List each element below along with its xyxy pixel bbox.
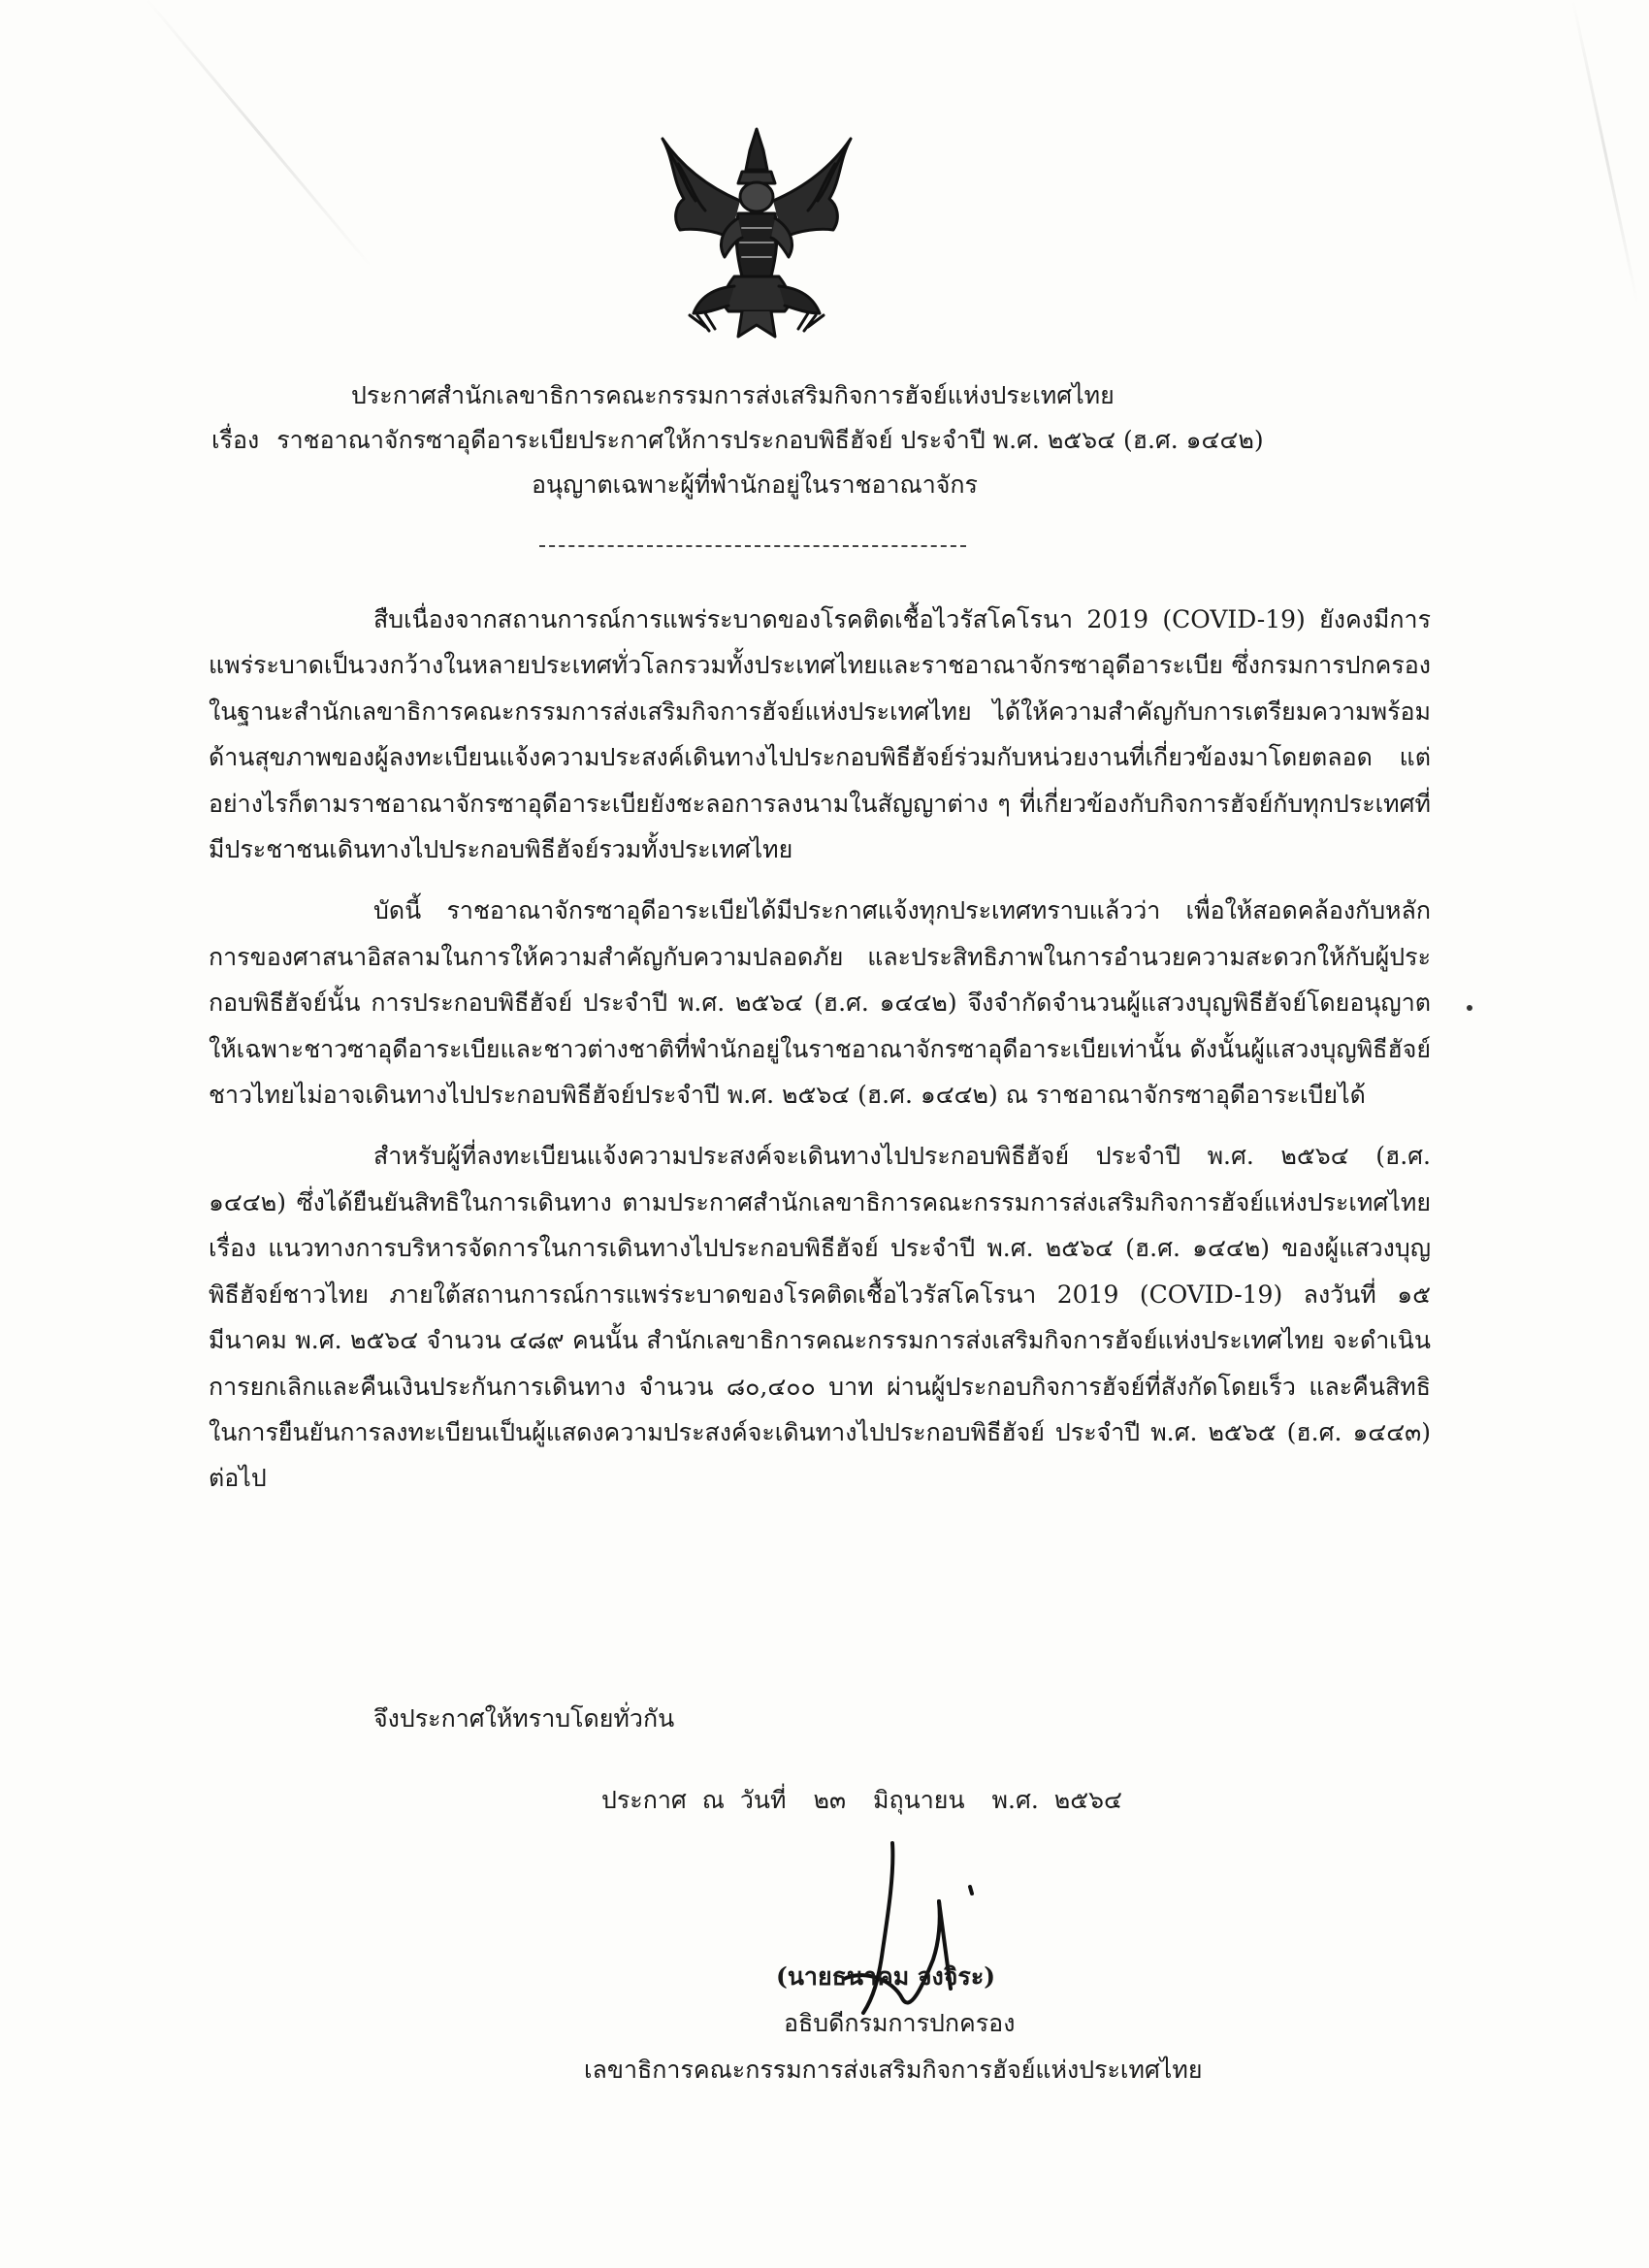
scan-dot bbox=[1467, 1005, 1472, 1011]
separator-line bbox=[539, 545, 966, 547]
heading-line-3: อนุญาตเฉพาะผู้ที่พำนักอยู่ในราชอาณาจักร bbox=[532, 470, 978, 499]
heading-line-1: ประกาศสำนักเลขาธิการคณะกรรมการส่งเสริมกิจการฮัจย์แห่งประเทศไทย bbox=[351, 381, 1115, 409]
signatory-position-1: อธิบดีกรมการปกครอง bbox=[784, 2009, 1016, 2037]
date-year: พ.ศ. ๒๕๖๔ bbox=[991, 1786, 1122, 1814]
heading-line-2 bbox=[211, 418, 1264, 463]
scan-streak bbox=[146, 0, 372, 268]
closing-statement: จึงประกาศให้ทราบโดยทั่วกัน bbox=[373, 1704, 675, 1733]
paragraph-1: สืบเนื่องจากสถานการณ์การแพร่ระบาดของโรคติดเชื้อไวรัสโคโรนา 2019 (COVID-19) ยังคงมีการแพร่ระบาดเป็นวงกว้างในหลายประเทศทั่วโลกรวมทั้งประเทศไทยและราชอาณาจักรซาอุดีอาระเบีย ซึ่งกรมการปกครองในฐานะสำนักเลขาธิการคณะกรรมการส่งเสริมกิจการฮัจย์แห่งประเทศไทย ได้ให้ความสำคัญกับการเตรียมความพร้อมด้านสุขภาพของผู้ลงทะเบียนแจ้งความประสงค์เดินทางไปประกอบพิธีฮัจย์ร่วมกับหน่วยงานที่เกี่ยวข้องมาโดยตลอด แต่อย่างไรก็ตามราชอาณาจักรซาอุดีอาระเบียยังชะลอการลงนามในสัญญาต่าง ๆ ที่เกี่ยวข้องกับกิจการฮัจย์กับทุกประเทศที่มีประชาชนเดินทางไปประกอบพิธีฮัจย์รวมทั้งประเทศไทย bbox=[209, 605, 1431, 864]
date-prefix: ประกาศ ณ วันที่ bbox=[601, 1786, 787, 1814]
garuda-emblem-icon bbox=[645, 121, 868, 344]
subject-text: ราชอาณาจักรซาอุดีอาระเบียประกาศให้การประกอบพิธีฮัจย์ ประจำปี พ.ศ. ๒๕๖๔ (ฮ.ศ. ๑๔๔๒) bbox=[276, 426, 1264, 454]
signatory-name: (นายธนาคม จงจิระ) bbox=[776, 1962, 996, 1991]
signatory-position-2: เลขาธิการคณะกรรมการส่งเสริมกิจการฮัจย์แห่งประเทศไทย bbox=[584, 2056, 1203, 2084]
date-month: มิถุนายน bbox=[873, 1786, 965, 1814]
announcement-date bbox=[601, 1781, 1122, 1820]
subject-label: เรื่อง bbox=[211, 426, 260, 454]
paragraph-2: บัดนี้ ราชอาณาจักรซาอุดีอาระเบียได้มีประกาศแจ้งทุกประเทศทราบแล้วว่า เพื่อให้สอดคล้องกับหลักการของศาสนาอิสลามในการให้ความสำคัญกับความปลอดภัย และประสิทธิภาพในการอำนวยความสะดวกให้กับผู้ประกอบพิธีฮัจย์นั้น การประกอบพิธีฮัจย์ ประจำปี พ.ศ. ๒๕๖๔ (ฮ.ศ. ๑๔๔๒) จึงจำกัดจำนวนผู้แสวงบุญพิธีฮัจย์โดยอนุญาตให้เฉพาะชาวซาอุดีอาระเบียและชาวต่างชาติที่พำนักอยู่ในราชอาณาจักรซาอุดีอาระเบียเท่านั้น ดังนั้นผู้แสวงบุญพิธีฮัจย์ชาวไทยไม่อาจเดินทางไปประกอบพิธีฮัจย์ประจำปี พ.ศ. ๒๕๖๔ (ฮ.ศ. ๑๔๔๒) ณ ราชอาณาจักรซาอุดีอาระเบียได้ bbox=[209, 896, 1431, 1110]
handwritten-signature bbox=[824, 1833, 1077, 2027]
scan-streak bbox=[1571, 0, 1638, 304]
date-day: ๒๓ bbox=[813, 1786, 847, 1814]
announcement-body bbox=[209, 597, 1431, 1517]
paragraph-3: สำหรับผู้ที่ลงทะเบียนแจ้งความประสงค์จะเดินทางไปประกอบพิธีฮัจย์ ประจำปี พ.ศ. ๒๕๖๔ (ฮ.ศ. ๑๔๔๒) ซึ่งได้ยืนยันสิทธิในการเดินทาง ตามประกาศสำนักเลขาธิการคณะกรรมการส่งเสริมกิจการฮัจย์แห่งประเทศไทย เรื่อง แนวทางการบริหารจัดการในการเดินทางไปประกอบพิธีฮัจย์ ประจำปี พ.ศ. ๒๕๖๔ (ฮ.ศ. ๑๔๔๒) ของผู้แสวงบุญพิธีฮัจย์ชาวไทย ภายใต้สถานการณ์การแพร่ระบาดของโรคติดเชื้อไวรัสโคโรนา 2019 (COVID-19) ลงวันที่ ๑๕ มีนาคม พ.ศ. ๒๕๖๔ จำนวน ๔๘๙ คนนั้น สำนักเลขาธิการคณะกรรมการส่งเสริมกิจการฮัจย์แห่งประเทศไทย จะดำเนินการยกเลิกและคืนเงินประกันการเดินทาง จำนวน ๘๐,๔๐๐ บาท ผ่านผู้ประกอบกิจการฮัจย์ที่สังกัดโดยเร็ว และคืนสิทธิในการยืนยันการลงทะเบียนเป็นผู้แสดงความประสงค์จะเดินทางไปประกอบพิธีฮัจย์ ประจำปี พ.ศ. ๒๕๖๕ (ฮ.ศ. ๑๔๔๓) ต่อไป bbox=[209, 1142, 1431, 1493]
